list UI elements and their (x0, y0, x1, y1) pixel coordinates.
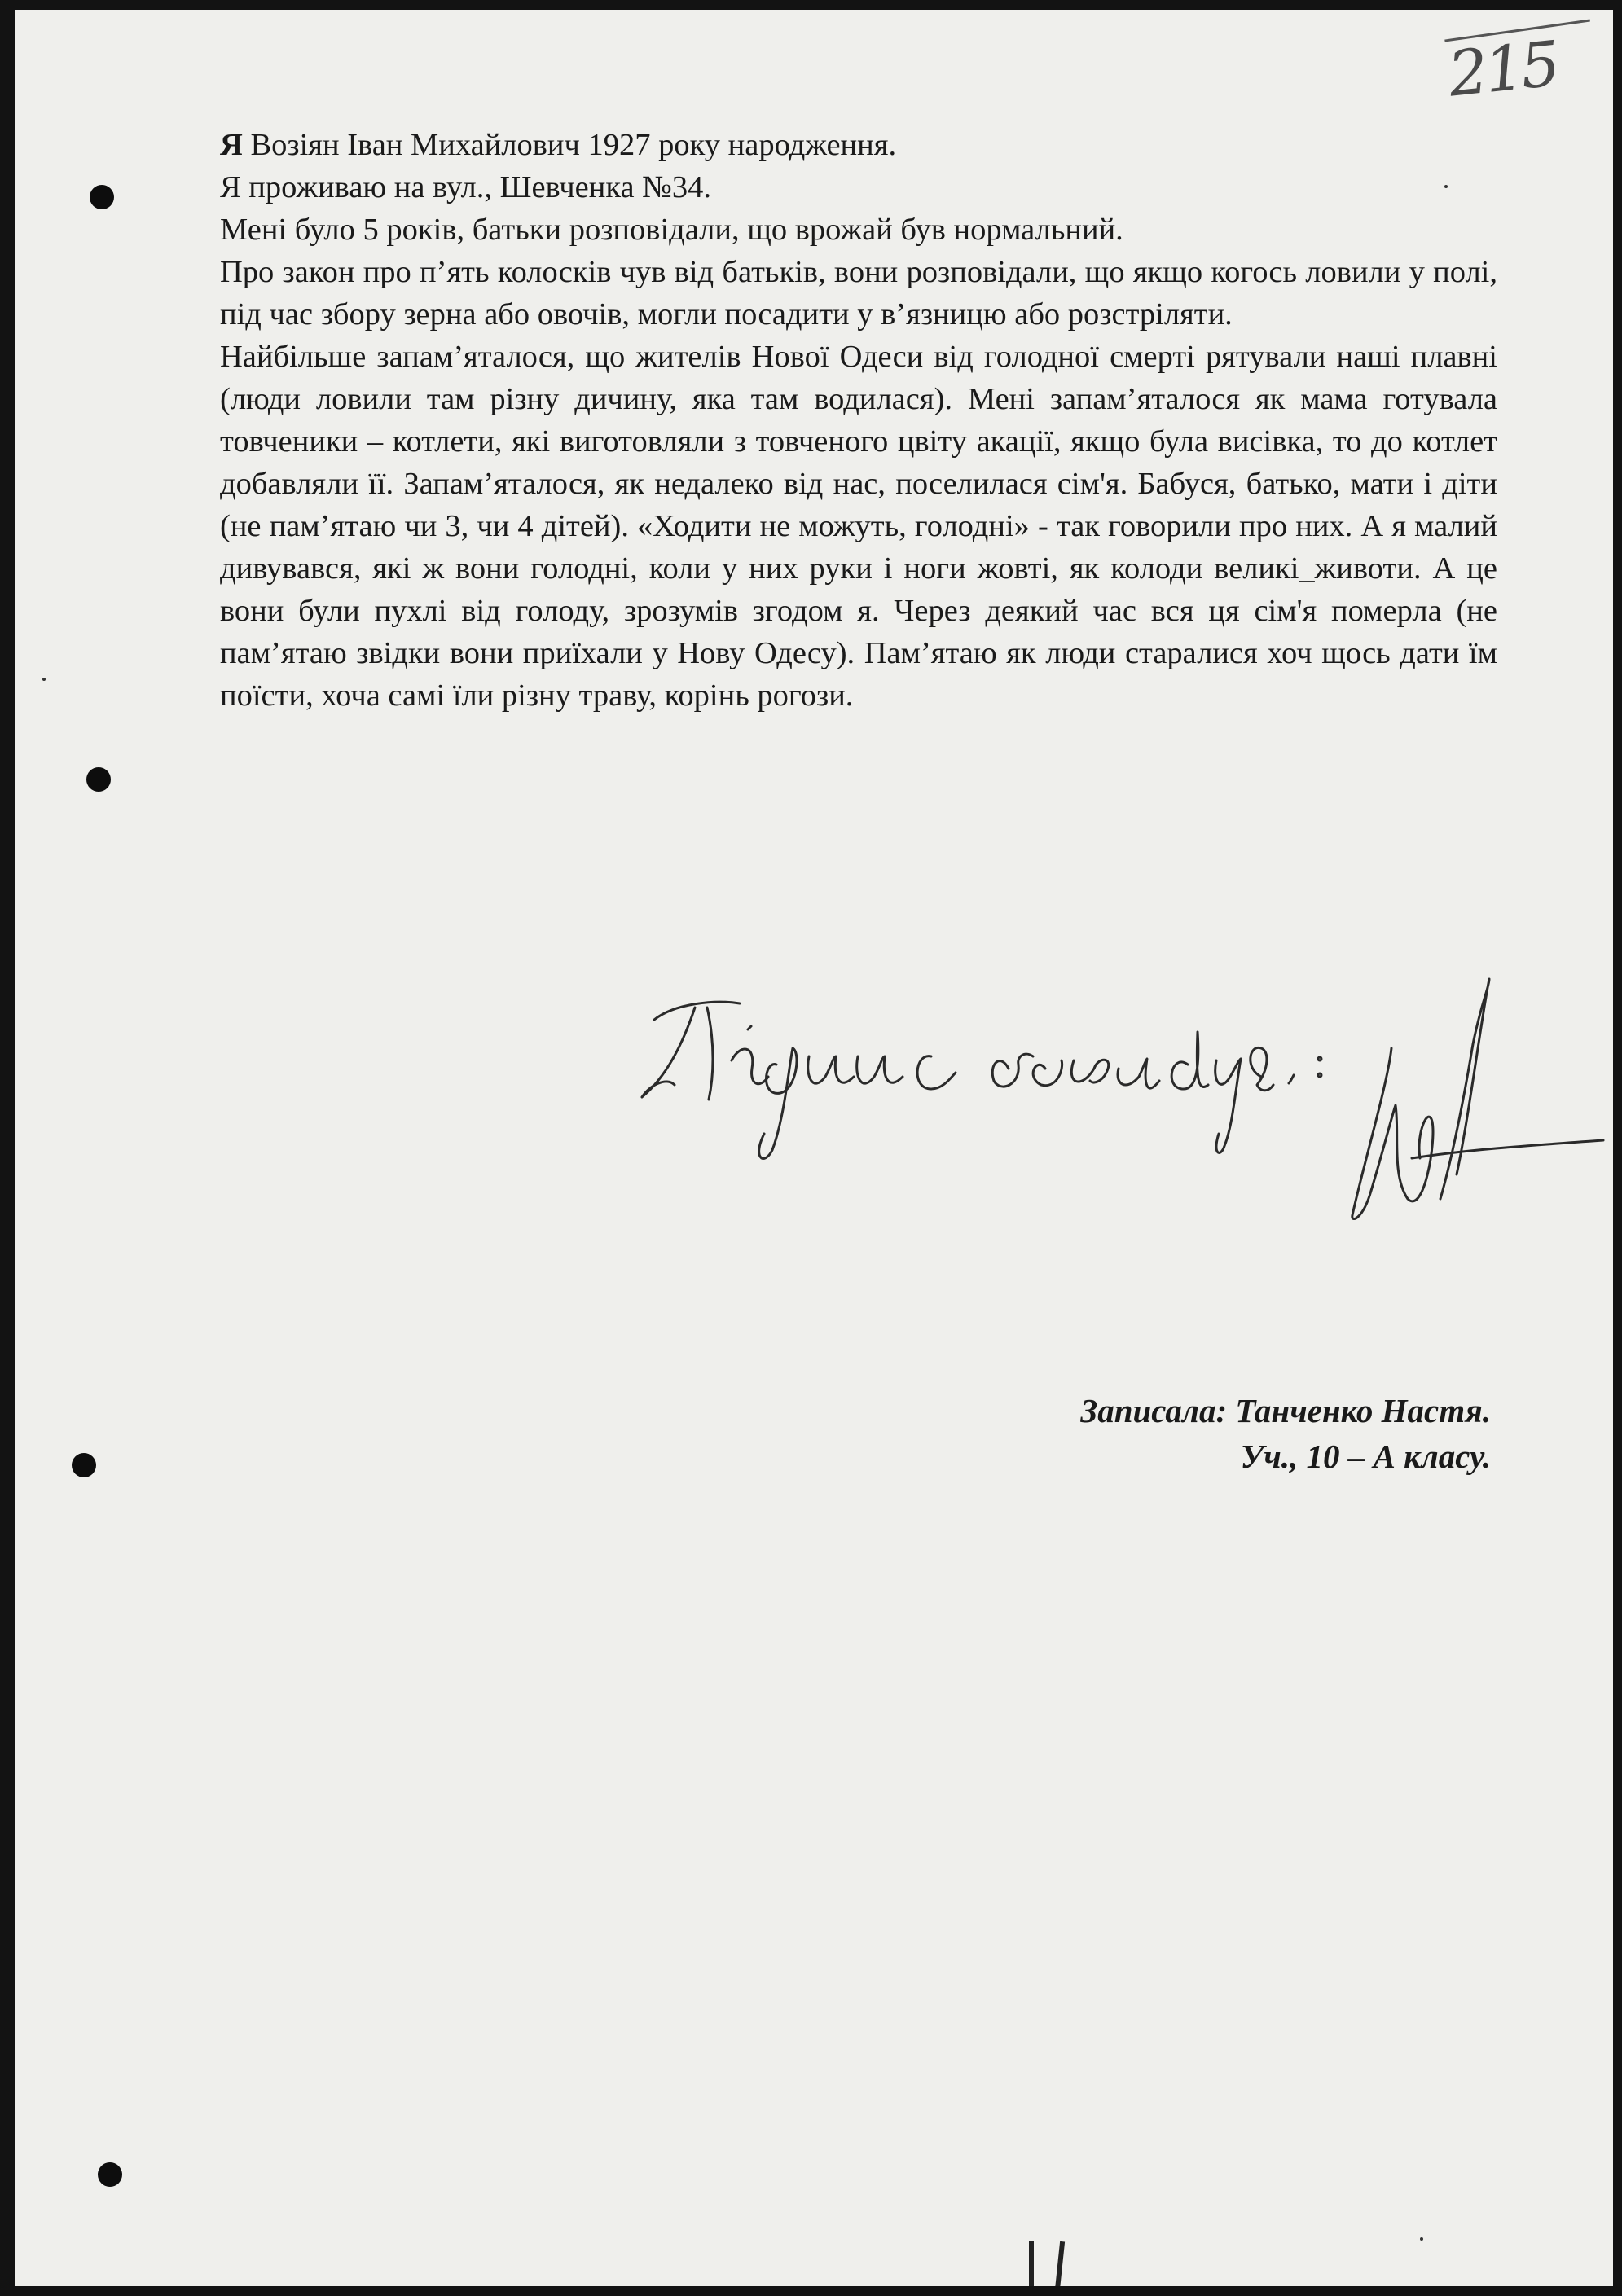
document-page (15, 10, 1613, 2286)
testimony-paragraph: Я проживаю на вул., Шевченка №34. (220, 170, 712, 204)
punch-hole (86, 767, 111, 792)
bottom-edge-mark (1055, 2241, 1065, 2286)
testimony-intro (220, 124, 1497, 166)
recorder-name: Записала: Танченко Настя. (1080, 1392, 1491, 1429)
punch-hole (98, 2162, 122, 2187)
scan-speck (1420, 2237, 1423, 2241)
handwritten-signature (618, 955, 1613, 1264)
punch-hole (72, 1453, 96, 1477)
punch-hole (90, 185, 114, 209)
recorder-class: Уч., 10 – А класу. (1240, 1438, 1491, 1475)
testimony-paragraph: Найбільше запам’яталося, що жителів Нової Одеси від голодної смерті рятували наші плавні (люди ловили там різну дичину, яка там водилася). Мені запам’яталося як мама готувала товченики – котлети, які виготовляли з товченого цвіту акації, якщо була висівка, то до котлет добавляли її. Запам’яталося, як недалеко від нас, поселилася сім'я. Бабуся, батько, мати і діти (не пам’ятаю чи 3, чи 4 дітей). «Ходити не можуть, голодні» - так говорили про них. А я малий дивувався, які ж вони голодні, коли у них руки і ноги жовті, як колоди великі_животи. А це вони були пухлі від голоду, зрозумів згодом я. Через деякий час вся ця сім'я померла (не пам’ятаю звідки вони приїхали у Нову Одесу). Пам’ятаю як люди старалися хоч щось дати їм поїсти, хоча самі їли різну траву, корінь рогози. (220, 340, 1497, 713)
testimony-paragraph: Про закон про п’ять колосків чув від батьків, вони розповідали, що якщо когось ловили у полі, під час збору зерна або овочів, могли посадити у в’язницю або розстріляти. (220, 255, 1497, 331)
folio-number: 215 (1444, 27, 1561, 111)
testimony-text (220, 124, 1497, 717)
scan-speck (42, 678, 46, 681)
testimony-paragraph: Мені було 5 років, батьки розповідали, що врожай був нормальний. (220, 213, 1123, 247)
testimony-intro-text: Возіян Іван Михайлович 1927 року народження. (242, 128, 897, 162)
recorder-block (1080, 1388, 1491, 1479)
bottom-edge-mark (1029, 2241, 1034, 2286)
testimony-lead-word: Я (220, 128, 243, 162)
